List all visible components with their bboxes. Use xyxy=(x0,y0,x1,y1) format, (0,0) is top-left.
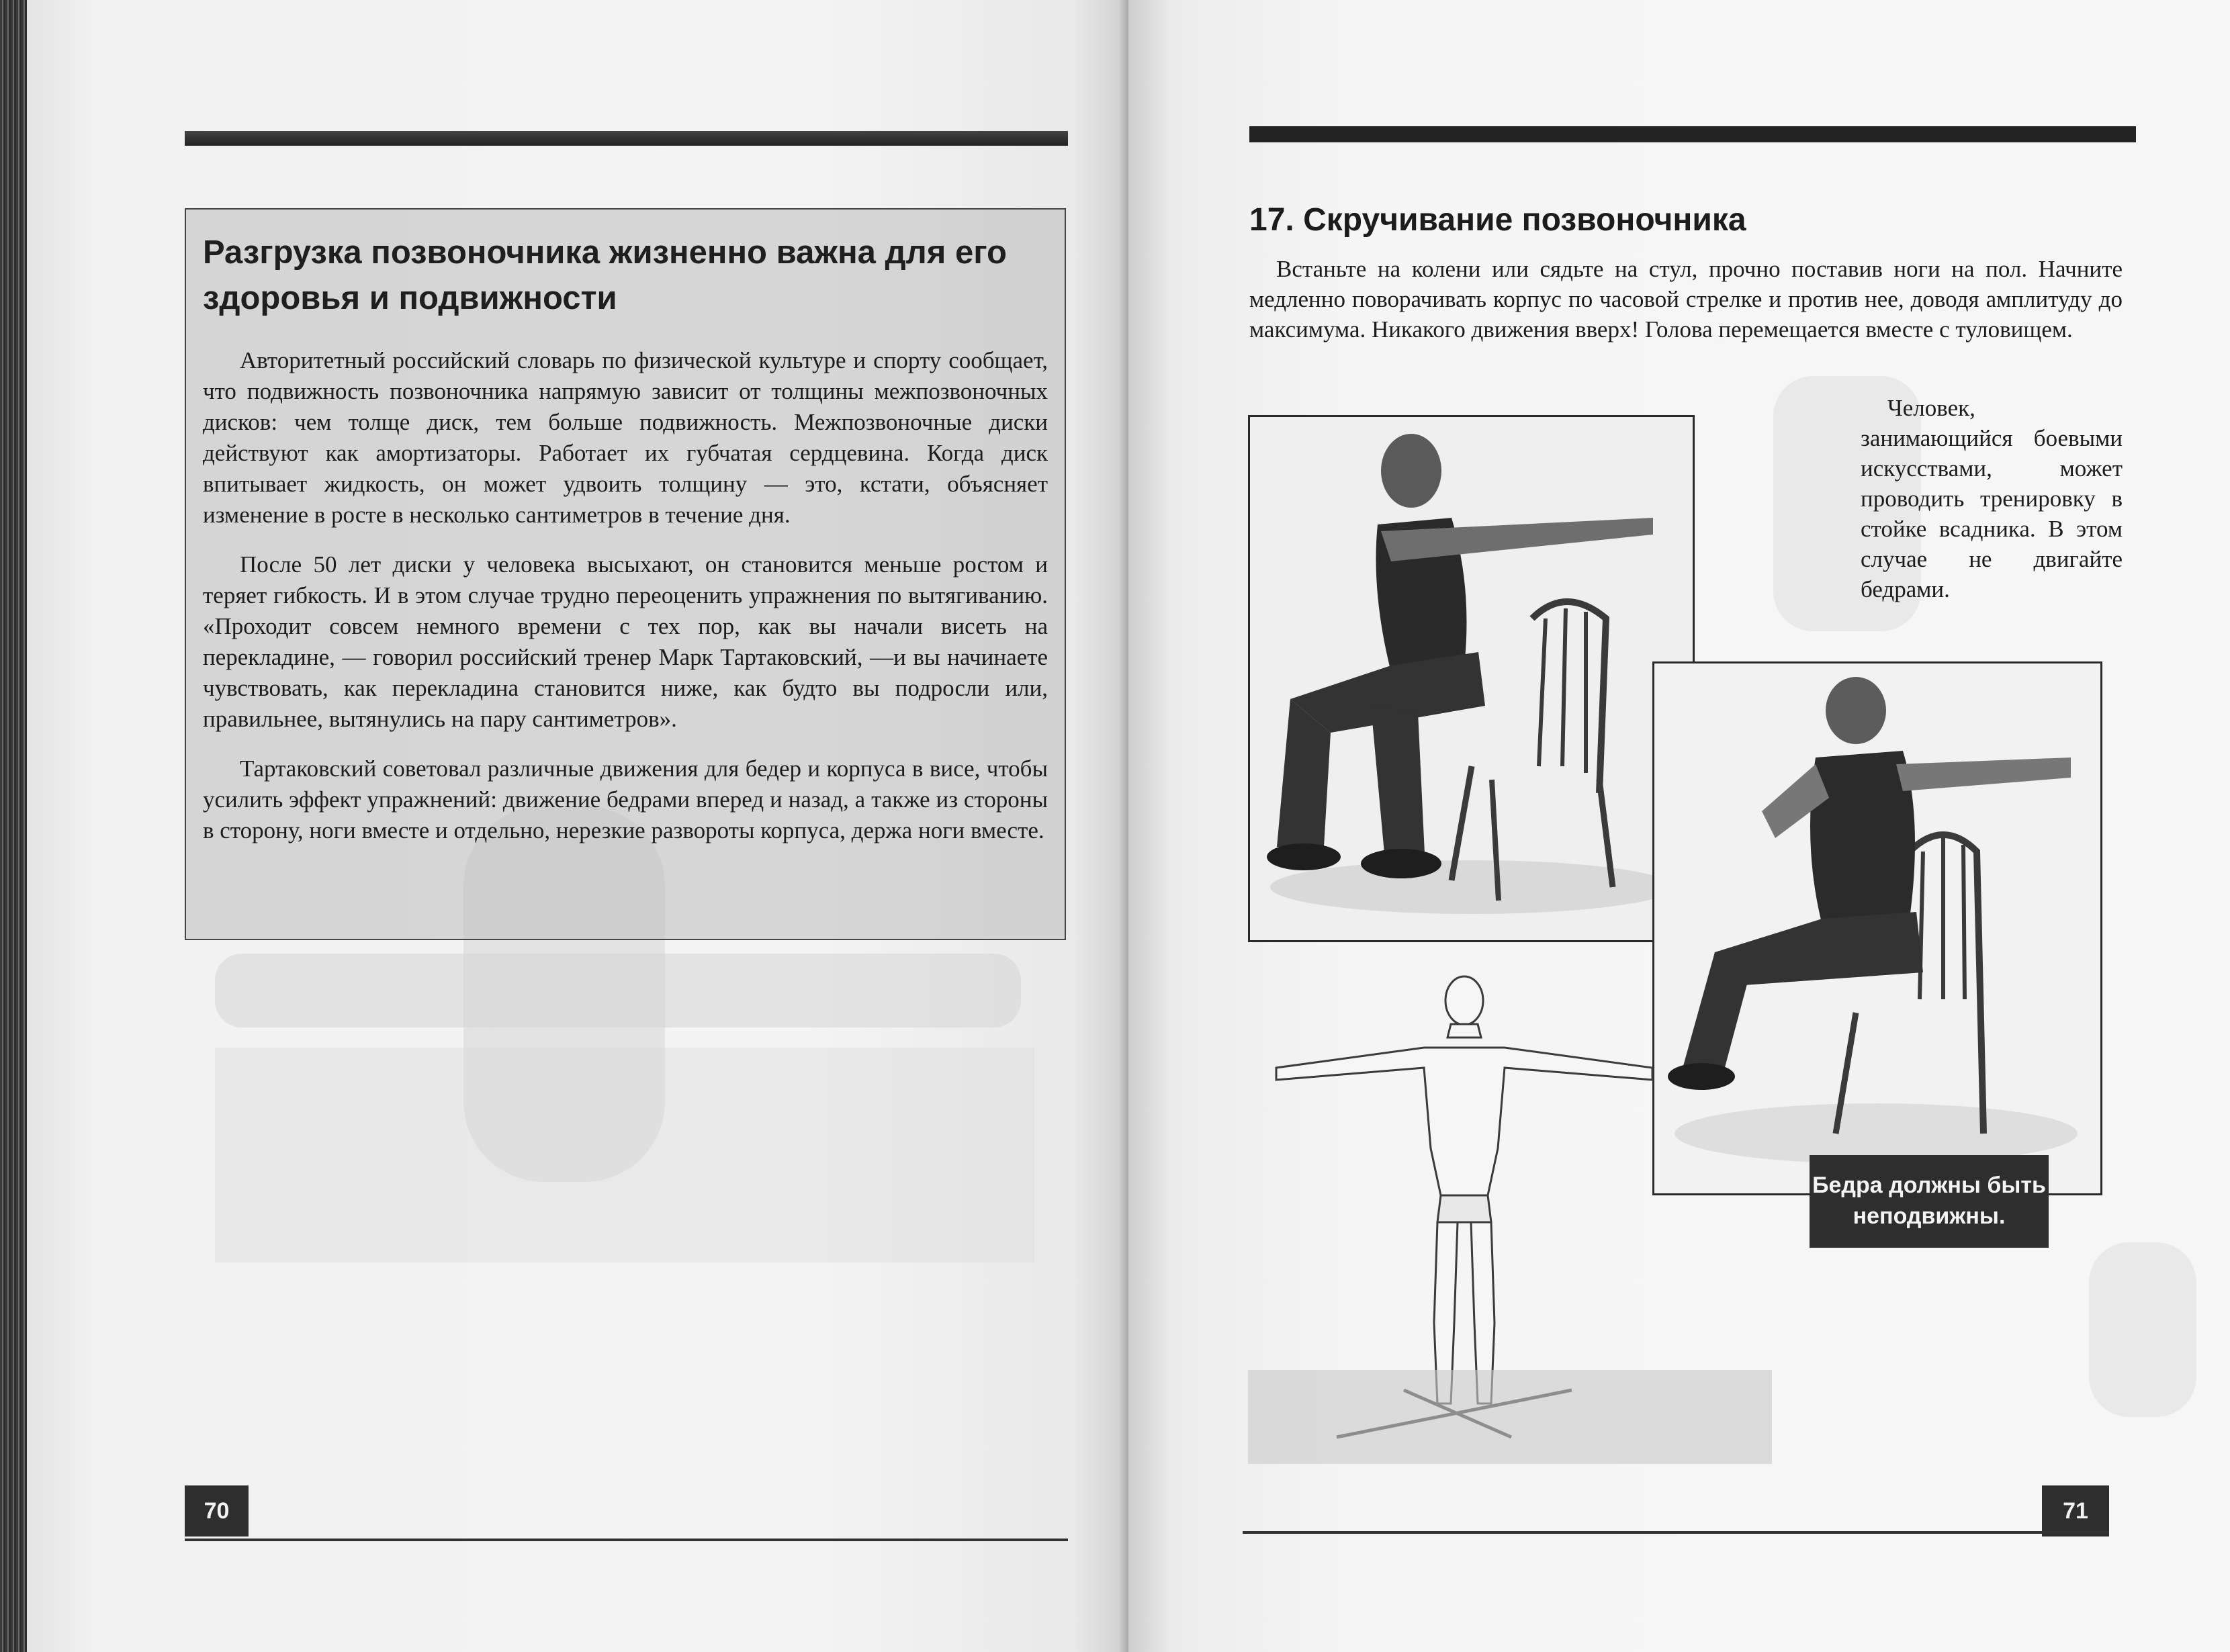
sidebar-paragraph: После 50 лет диски у человека высыхают, он становится меньше ростом и теряет гибкость. И в этом случае трудно переоценить упражнения по вытягиванию. «Проходит совсем немного времени с тех пор, как вы начали висеть на перекладине, — говорил российский тренер Марк Тартаковский, —и вы начинаете чувствовать, как перекладина становится ниже, как будто вы подросли или, правильнее, вытянулись на пару сантиметров». xyxy=(203,551,1048,732)
top-rule xyxy=(185,131,1068,146)
intro-paragraph: Встаньте на колени или сядьте на стул, прочно поставив ноги на пол. Начните медленно поворачивать корпус по часовой стрелке и против нее, доводя амплитуду до максимума. Никакого движения вверх! Голова перемещается вместе с туловищем. xyxy=(1249,256,2123,342)
ghost-panel xyxy=(215,1048,1034,1263)
page-number: 70 xyxy=(185,1485,249,1536)
page-number: 71 xyxy=(2042,1485,2109,1536)
ghost-banner xyxy=(1248,1370,1772,1464)
side-caption: Человек, занимающийся боевыми искусствами, может проводить тренировку в стойке всадника. В этом случае не двигайте бедрами. xyxy=(1861,395,2123,602)
bottom-rule xyxy=(185,1539,1068,1541)
sidebar-paragraph: Авторитетный российский словарь по физической культуре и спорту сообщает, что подвижность позвоночника напрямую зависит от толщины межпозвоночных дисков: чем толще диск, тем больше подвижность. Межпозвоночные диски действуют как амортизаторы. Работает их губчатая сердцевина. Когда диск впитывает жидкость, он может удвоить толщину — это, кстати, объясняет изменение в росте в несколько сантиметров в течение дня. xyxy=(203,347,1048,528)
top-rule xyxy=(1249,126,2136,142)
right-page xyxy=(1128,0,2230,1652)
left-page xyxy=(27,0,1128,1652)
back-view-twist-illustration xyxy=(1654,663,2100,1193)
sidebar-title: Разгрузка позвоночника жизненно важна для его здоровья и подвижности xyxy=(203,234,1007,316)
seated-twist-illustration xyxy=(1250,417,1693,940)
highlight-caption: Бедра должны быть неподвижны. xyxy=(1810,1155,2049,1248)
bottom-rule xyxy=(1243,1531,2109,1534)
ghost-figure xyxy=(2089,1242,2196,1417)
sidebar-box xyxy=(185,208,1066,940)
section-title: 17. Скручивание позвоночника xyxy=(1249,202,1746,238)
seated-twist-photo xyxy=(1248,415,1695,942)
back-view-twist-photo xyxy=(1652,661,2102,1195)
sidebar-paragraph: Тартаковский советовал различные движения для бедер и корпуса в висе, чтобы усилить эффект упражнений: движение бедрами вперед и назад, а также из стороны в сторону, ноги вместе и отдельно, нерезкие развороты корпуса, держа ноги вместе. xyxy=(203,755,1048,843)
